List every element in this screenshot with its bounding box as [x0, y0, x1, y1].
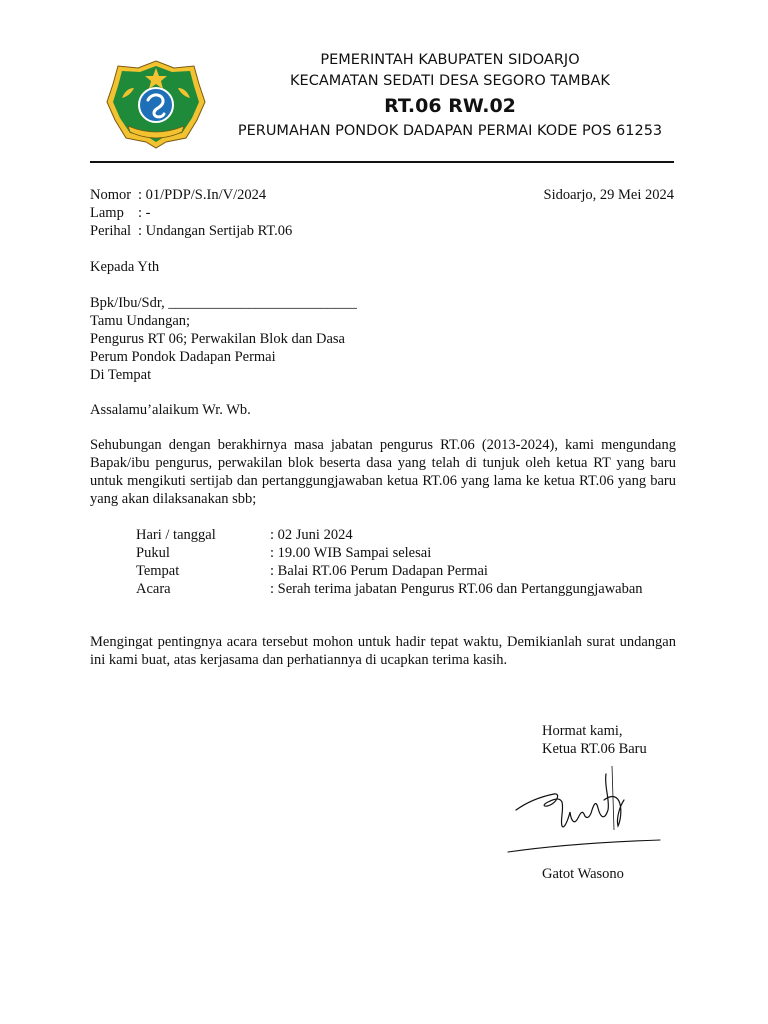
body-paragraph-2: Mengingat pentingnya acara tersebut mohon untuk hadir tepat waktu, Demikianlah surat undangan ini kami buat, atas kerjasama dan perhatiannya di ucapkan terima kasih. — [90, 634, 676, 668]
lamp-value: : - — [138, 205, 151, 221]
recipient-line-2: Tamu Undangan; — [90, 313, 191, 329]
body-paragraph-1: Sehubungan dengan berakhirnya masa jabatan pengurus RT.06 (2013-2024), kami mengundang Bapak/ibu pengurus, perwakilan blok beserta dasa yang telah di tunjuk oleh ketua RT yang baru untuk mengikuti sertijab dan pertanggungjawaban ketua RT.06 yang lama ke ketua RT.06 yang baru yang akan dilaksanakan sbb; — [90, 437, 676, 507]
signatory-name: Gatot Wasono — [542, 866, 624, 882]
nomor-label: Nomor — [90, 187, 132, 203]
letterhead-line-address: PERUMAHAN PONDOK DADAPAN PERMAI KODE POS 61253 — [237, 123, 663, 139]
letterhead-line-rt-rw: RT.06 RW.02 — [384, 95, 516, 117]
schedule-label-place: Tempat — [136, 563, 180, 579]
recipient-line-4: Perum Pondok Dadapan Permai — [90, 349, 276, 365]
sidoarjo-emblem-logo — [104, 58, 208, 150]
recipient-heading: Kepada Yth — [90, 259, 160, 275]
schedule-label-agenda: Acara — [136, 581, 171, 597]
schedule-value-agenda: : Serah terima jabatan Pengurus RT.06 dan Pertanggungjawaban — [270, 581, 643, 597]
schedule-label-date: Hari / tanggal — [136, 527, 216, 543]
recipient-line-5: Di Tempat — [90, 367, 152, 383]
letterhead-divider — [90, 161, 674, 163]
recipient-line-3: Pengurus RT 06; Perwakilan Blok dan Dasa — [90, 331, 345, 347]
schedule-value-date: : 02 Juni 2024 — [270, 527, 353, 543]
letterhead-line-district: KECAMATAN SEDATI DESA SEGORO TAMBAK — [290, 73, 610, 89]
place-date: Sidoarjo, 29 Mei 2024 — [543, 187, 674, 203]
salutation: Assalamu’alaikum Wr. Wb. — [90, 402, 251, 418]
handwritten-signature — [500, 760, 670, 860]
nomor-value: : 01/PDP/S.In/V/2024 — [138, 187, 267, 203]
closing-title: Ketua RT.06 Baru — [542, 741, 647, 757]
recipient-line-1: Bpk/Ibu/Sdr, __________________________ — [90, 295, 357, 311]
schedule-value-place: : Balai RT.06 Perum Dadapan Permai — [270, 563, 488, 579]
letterhead-line-government: PEMERINTAH KABUPATEN SIDOARJO — [320, 52, 580, 68]
lamp-label: Lamp — [90, 205, 124, 221]
perihal-label: Perihal — [90, 223, 132, 239]
schedule-label-time: Pukul — [136, 545, 170, 561]
perihal-value: : Undangan Sertijab RT.06 — [138, 223, 293, 239]
schedule-value-time: : 19.00 WIB Sampai selesai — [270, 545, 432, 561]
closing-regards: Hormat kami, — [542, 723, 623, 739]
